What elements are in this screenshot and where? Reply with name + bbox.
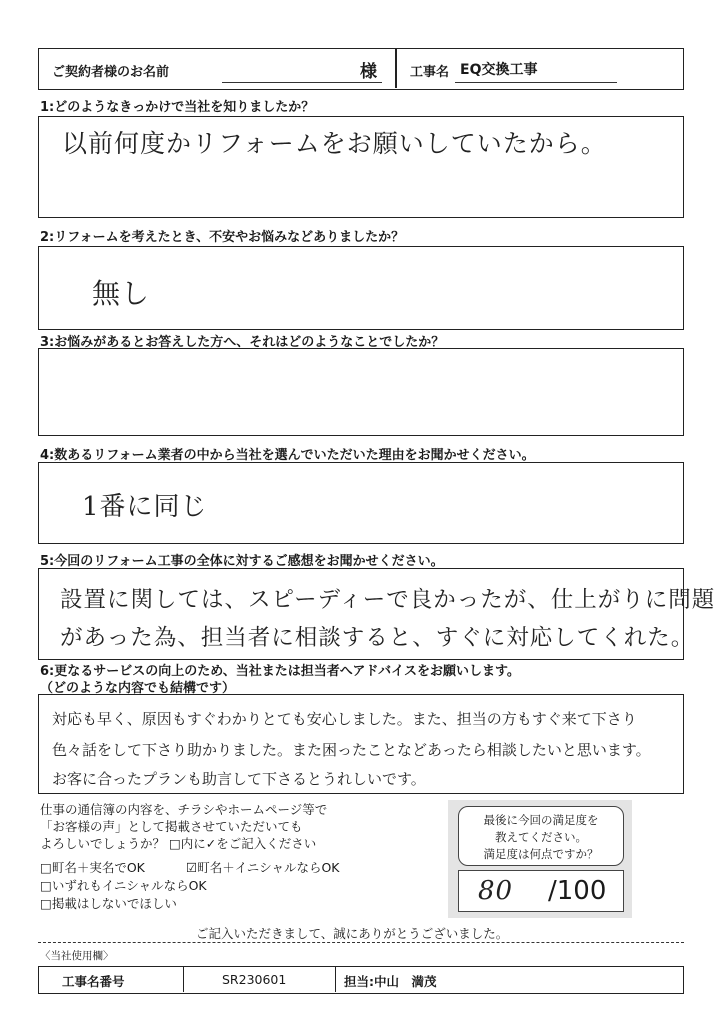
consent-option-4[interactable] <box>40 894 177 912</box>
work-underline <box>455 82 617 83</box>
consent-line-2: 「お客様の声」として掲載させていただいても <box>40 819 303 834</box>
answer-6-line-2: 色々話をして下さり助かりました。また困ったことなどあったら相談したいと思います。 <box>52 741 651 759</box>
office-use-label: 〈当社使用欄〉 <box>40 950 114 962</box>
answer-6-line-3: お客に合ったプランも助言して下さるとうれしいです。 <box>52 770 426 788</box>
consent-line-1: 仕事の通信簿の内容を、チラシやホームページ等で <box>40 802 328 817</box>
satisfaction-prompt-line-3: 満足度は何点ですか？ <box>483 847 599 861</box>
consent-option-3[interactable] <box>40 876 207 894</box>
checkbox-empty-icon[interactable]: □ <box>40 896 52 911</box>
consent-option-3-label: いずれもイニシャルならOK <box>51 878 207 893</box>
answer-3-box <box>38 348 684 436</box>
work-value: EQ交換工事 <box>460 62 538 78</box>
work-number-value: SR230601 <box>222 972 287 987</box>
satisfaction-score: 80 <box>478 876 514 906</box>
consent-option-1[interactable] <box>40 858 145 876</box>
question-6-sublabel: （どのような内容でも結構です） <box>40 681 236 696</box>
answer-2-line-1: 無し <box>92 277 151 310</box>
consent-option-4-label: 掲載はしないでほしい <box>51 896 177 911</box>
checkbox-empty-icon[interactable]: □ <box>40 878 52 893</box>
consent-option-2[interactable] <box>186 858 340 876</box>
name-label: ご契約者様のお名前 <box>52 65 170 80</box>
satisfaction-max: /100 <box>548 876 607 906</box>
consent-option-2-label: 町名＋イニシャルならOK <box>197 860 340 875</box>
answer-5-line-2: があった為、担当者に相談すると、すぐに対応してくれた。 <box>60 625 695 651</box>
work-label: 工事名 <box>410 65 450 80</box>
checkbox-checked-icon[interactable]: ☑ <box>186 860 198 875</box>
answer-4-line-1: 1番に同じ <box>82 492 208 522</box>
answer-1-line-1: 以前何度かリフォームをお願いしていたから。 <box>62 129 607 158</box>
question-5-label: 5:今回のリフォーム工事の全体に対するご感想をお聞かせください。 <box>40 554 444 569</box>
dashed-separator <box>38 942 684 943</box>
satisfaction-prompt-line-1: 最後に今回の満足度を <box>483 813 599 827</box>
work-number-label: 工事名番号 <box>62 974 125 989</box>
question-2-label: 2:リフォームを考えたとき、不安やお悩みなどありましたか？ <box>40 230 405 245</box>
consent-option-1-label: 町名＋実名でOK <box>51 860 145 875</box>
honorific: 様 <box>360 62 377 82</box>
thanks-message: ご記入いただきまして、誠にありがとうございました。 <box>196 926 509 941</box>
question-3-label: 3:お悩みがあるとお答えした方へ、それはどのようなことでしたか？ <box>40 335 445 350</box>
answer-6-line-1: 対応も早く、原因もすぐわかりとても安心しました。また、担当の方もすぐ来て下さり <box>52 710 637 728</box>
satisfaction-prompt-line-2: 教えてください。 <box>495 830 587 844</box>
checkbox-empty-icon[interactable]: □ <box>40 860 52 875</box>
header-divider <box>395 49 397 88</box>
consent-line-3: よろしいでしょうか？ □内に✓をご記入ください <box>40 836 317 851</box>
name-underline <box>222 82 382 83</box>
answer-5-line-1: 設置に関しては、スピーディーで良かったが、仕上がりに問題 <box>60 587 716 613</box>
question-4-label: 4:数あるリフォーム業者の中から当社を選んでいただいた理由をお聞かせください。 <box>40 448 535 463</box>
staff-label: 担当:中山 満茂 <box>344 974 437 989</box>
question-6-label: 6:更なるサービスの向上のため、当社または担当者へアドバイスをお願いします。 <box>40 664 520 679</box>
office-table-divider-2 <box>335 967 336 992</box>
question-1-label: 1:どのようなきっかけで当社を知りましたか？ <box>40 100 315 115</box>
office-table-divider-1 <box>183 967 184 992</box>
